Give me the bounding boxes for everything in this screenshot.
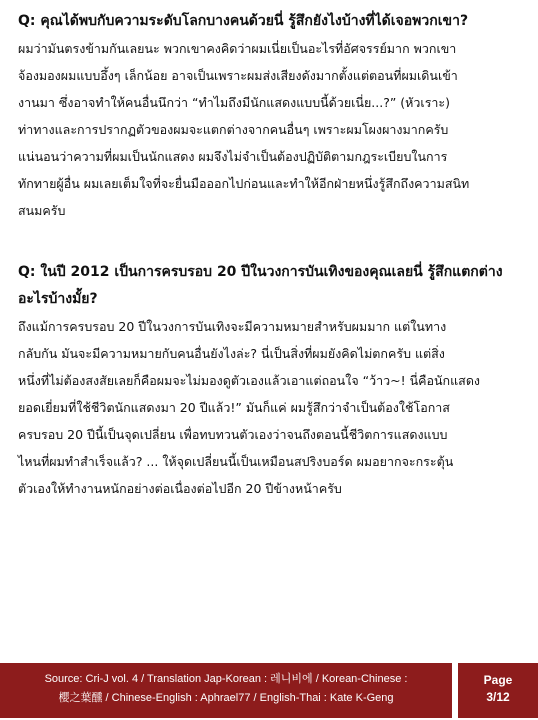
section-spacer	[18, 251, 530, 259]
answer-1-line: แน่นอนว่าความที่ผมเป็นนักแสดง ผมจึงไม่จำเป็นต้องปฏิบัติตามกฎระเบียบในการ	[18, 149, 448, 164]
page-label: Page	[483, 673, 513, 687]
answer-1-line: ท่าทางและการปรากฏตัวของผมจะแตกต่างจากคนอื่นๆ เพราะผมโผงผางมากครับ	[18, 122, 449, 137]
answer-2-line: ยอดเยี่ยมที่ใช้ชีวิตนักแสดงมา 20 ปีแล้ว!” มันก็แค่ ผมรู้สึกว่าจำเป็นต้องใช้โอกาส	[18, 400, 450, 415]
document-body	[18, 8, 530, 502]
page-indicator	[458, 663, 538, 718]
answer-2	[18, 313, 530, 502]
question-2-line: อะไรบ้างมั้ย?	[18, 291, 98, 307]
answer-2-line: ไหนที่ผมทำสำเร็จแล้ว? ... ให้จุดเปลี่ยนนี้เป็นเหมือนสปริงบอร์ด ผมอยากจะกระตุ้น	[18, 454, 454, 469]
answer-2-line: หนึ่งที่ไม่ต้องสงสัยเลยก็คือผมจะไม่มองดูตัวเองแล้วเอาแต่ถอนใจ “ว้าว~! นี่คือนักแสดง	[18, 373, 481, 388]
source-credits	[0, 663, 452, 718]
answer-2-line: ถึงแม้การครบรอบ 20 ปีในวงการบันเทิงจะมีความหมายสำหรับผมมาก แต่ในทาง	[18, 319, 447, 334]
section-spacer	[18, 224, 530, 251]
question-2-line: Q: ในปี 2012 เป็นการครบรอบ 20 ปีในวงการบันเทิงของคุณเลยนี่ รู้สึกแตกต่าง	[18, 264, 503, 280]
page-number: 3/12	[486, 690, 510, 704]
question-1: Q: คุณได้พบกับความระดับโลกบางคนด้วยนี่ รู้สึกยังไงบ้างที่ได้เจอพวกเขา?	[18, 13, 469, 29]
answer-1-line: ทักทายผู้อื่น ผมเลยเต็มใจที่จะยื่นมือออกไปก่อนและทำให้อีกฝ่ายหนึ่งรู้สึกถึงความสนิท	[18, 176, 470, 191]
answer-1-line: งานมา ซึ่งอาจทำให้คนอื่นนึกว่า “ทำไมถึงมีนักแสดงแบบนี้ด้วยเนี่ย...?” (หัวเราะ)	[18, 95, 451, 110]
question-2	[18, 259, 530, 313]
source-credits-line: Source: Cri-J vol. 4 / Translation Jap-Korean : 레니비에 / Korean-Chinese :	[44, 673, 408, 685]
answer-2-line: กลับกัน มันจะมีความหมายกับคนอื่นยังไงล่ะ? นี่เป็นสิ่งที่ผมยังคิดไม่ตกครับ แต่สิ่ง	[18, 346, 445, 361]
page-footer	[0, 660, 538, 720]
answer-1-line: สนมครับ	[18, 203, 66, 218]
source-credits-line: 櫻之葉醺 / Chinese-English : Aphrael77 / English-Thai : Kate K-Geng	[58, 692, 394, 704]
answer-1-line: ผมว่ามันตรงข้ามกันเลยนะ พวกเขาคงคิดว่าผมเนี่ยเป็นอะไรที่อัศจรรย์มาก พวกเขา	[18, 41, 457, 56]
answer-1	[18, 35, 530, 224]
answer-1-line: จ้องมองผมแบบอึ้งๆ เล็กน้อย อาจเป็นเพราะผมส่งเสียงดังมากตั้งแต่ตอนที่ผมเดินเข้า	[18, 68, 458, 83]
answer-2-line: ตัวเองให้ทำงานหนักอย่างต่อเนื่องต่อไปอีก 20 ปีข้างหน้าครับ	[18, 481, 342, 496]
answer-2-line: ครบรอบ 20 ปีนี้เป็นจุดเปลี่ยน เพื่อทบทวนตัวเองว่าจนถึงตอนนี้ชีวิตการแสดงแบบ	[18, 427, 448, 442]
